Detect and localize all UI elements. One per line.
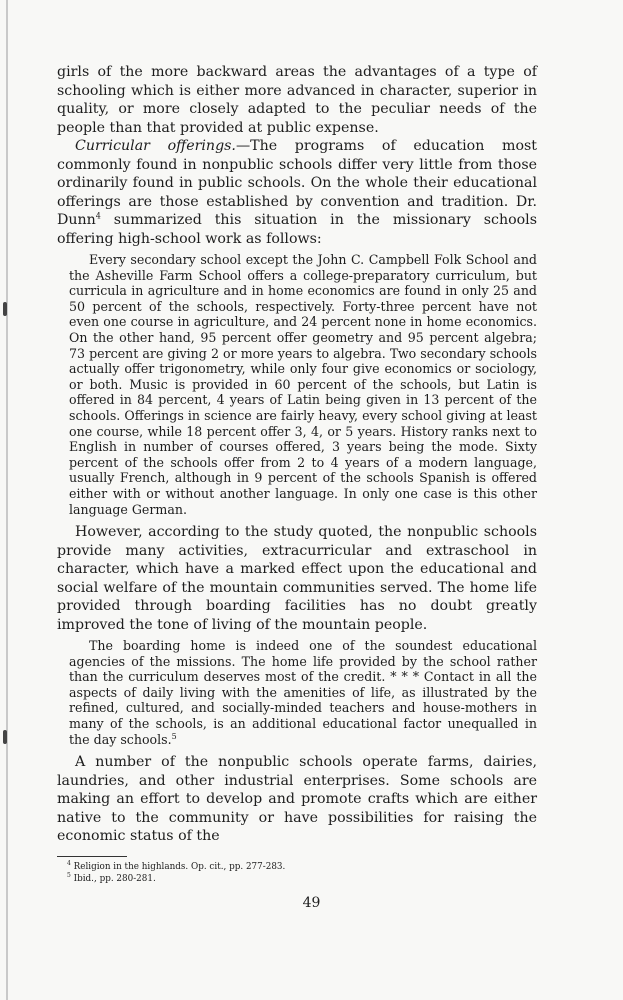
page-body bbox=[57, 63, 537, 885]
page-edge-shadow bbox=[6, 0, 8, 1000]
footnote-5: $^5$ Ibid., pp. 280-281. bbox=[67, 871, 156, 884]
footnote-rule bbox=[57, 856, 127, 857]
block-quote-2: The boarding home is indeed one of the soundest educational agencies of the missions. The home life provided by the school rather than the curriculum deserves most of the credit. * * * Contact in all the aspects of daily living with the amenities of life, as illustrated by the refined, cultured, and socially-minded teachers and house-mothers in many of the schools, is an additional educational factor unequalled in the day schools.$^5$ bbox=[69, 638, 537, 747]
scan-margin-mark bbox=[3, 302, 7, 316]
section-heading: Curricular offerings. bbox=[75, 138, 236, 154]
paragraph-4: A number of the nonpublic schools operate farms, dairies, laundries, and other industrial enterprises. Some schools are making an effort to develop and promote crafts which are either native to the community or have possibilities for raising the economic status of the bbox=[57, 754, 537, 845]
paragraph-3: However, according to the study quoted, the nonpublic schools provide many activities, extracurricular and extraschool in character, which have a marked effect upon the educational and social welfare of the mountain communities served. The home life provided through boarding facilities has no doubt greatly improved the tone of living of the mountain people. bbox=[57, 524, 537, 633]
paragraph-1: girls of the more backward areas the advantages of a type of schooling which is either more advanced in character, superior in quality, or more closely adapted to the peculiar needs of the people than that provided at public expense. bbox=[57, 64, 537, 136]
footnote-4: $^4$ Religion in the highlands. Op. cit., pp. 277-283. bbox=[67, 859, 286, 872]
footnote-ref-5: 5 bbox=[171, 731, 177, 741]
page-number: 49 bbox=[302, 895, 321, 911]
paragraph-curricular-offerings: Curricular offerings.—The programs of education most commonly found in nonpublic schools differ very little from those ordinarily found in public schools. On the whole their educational offerings are those established by convention and tradition. Dr. Dunn$^4$ summarized this situation in the missionary schools offering high-school work as follows: bbox=[57, 138, 537, 247]
footnote-ref-4: 4 bbox=[95, 211, 101, 221]
scan-margin-mark bbox=[3, 730, 7, 744]
block-quote-1: Every secondary school except the John C. Campbell Folk School and the Asheville Farm School offers a college-preparatory curriculum, but curricula in agriculture and in home economics are found in only 25 and 50 percent of the schools, respectively. Forty-three percent have not even one course in agriculture, and 24 percent none in home economics. On the other hand, 95 percent offer geometry and 95 percent algebra; 73 percent are giving 2 or more years to algebra. Two secondary schools actually offer trigonometry, while only four give economics or sociology, or both. Music is provided in 60 percent of the schools, but Latin is offered in 84 percent, 4 years of Latin being given in 13 percent of the schools. Offerings in science are fairly heavy, every school giving at least one course, while 18 percent offer 3, 4, or 5 years. History ranks next to English in number of courses offered, 3 years being the mode. Sixty percent of the schools offer from 2 to 4 years of a modern language, usually French, although in 9 percent of the schools Spanish is offered either with or without another language. In only one case is this other language German. bbox=[69, 252, 537, 517]
